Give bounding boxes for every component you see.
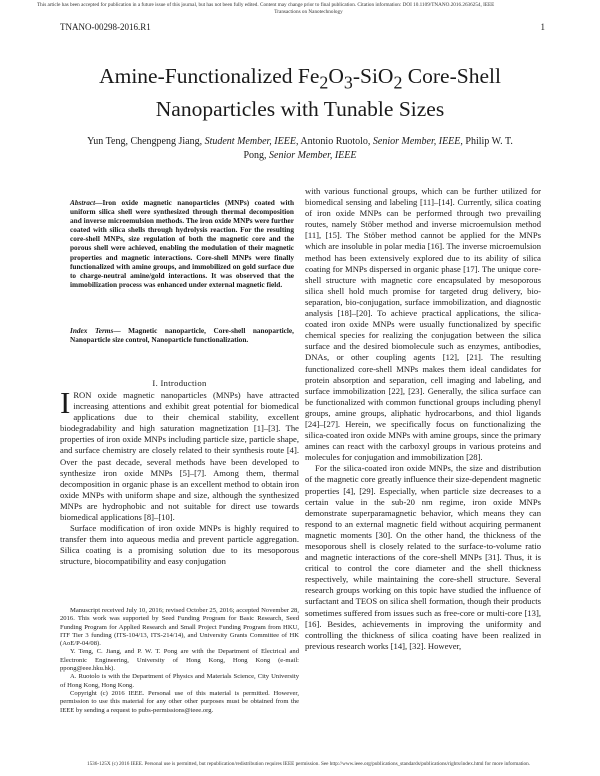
right-paragraph-2: For the silica-coated iron oxide MNPs, the size and distribution of the magnetic core greatly influence their size-dependent magnetic properties [4], [29]. Especially, when particle size decreases to a certain value in the sub-20 nm regime, iron oxide MNPs demonstrate superparamagnetic behavior, which means they can respond to an external magnetic field without acquiring permanent magnetic moments [30]. On the other hand, the thickness of the mesoporous shell is closely related to the surface-to-volume ratio and magnetic interactions of the core-shell MNPs [31]. Thus, it is critical to control the core diameter and the shell thickness respectively, while maintaining the core-shell structure. Several research groups working on this topic have studied the influence of surfactant and TEOS on silica shell formation, though their products sometimes suffered from issues such as free-core or multi-core [13], [16]. Besides, achievements in improving the uniformity and controlling the thickness of silica coating have been realized in previous research works [14], [32]. However,	[305, 463, 541, 651]
banner-line-1: This article has been accepted for publication in a future issue of this journal, but has not been fully edited. Content may change prior to final publication. Citation information: DOI 10.1109/TNANO.2016.2636254, IEEE	[37, 2, 495, 8]
title-line-1	[60, 63, 540, 96]
author-membership: Student Member, IEEE	[204, 136, 296, 147]
index-terms-text: — Magnetic nanoparticle, Core-shell nanoparticle, Nanoparticle size control, Nanoparticle functionalization.	[70, 326, 294, 345]
index-terms	[70, 326, 294, 344]
title-part: O	[328, 64, 344, 88]
title-subscript: 2	[319, 72, 329, 93]
footnote-affiliation-2: A. Ruotolo is with the Department of Physics and Materials Science, City University of Hong Kong, Hong Kong.	[60, 673, 299, 689]
right-paragraph-1: with various functional groups, which can be further utilized for biomedical sensing and labeling [11]–[14]. Currently, silica coating of iron oxide MNPs can be performed through two prevailing routes, namely Stöber method and inverse microemulsion method [11], [15]. The Stöber method cannot be applied for the MNPs which are insoluble in polar media [16]. The inverse microemulsion method has been extensively explored due to its ability of silica coating for MNPs dispersed in organic phase [17]. The unique core-shell structure with magnetic core encapsulated by mesoporous silica shell hold much promise for targeted drug delivery, bio-separation, bio-conjugation, surface immobilization, and diagnostic analysis [18]–[20]. To achieve practical applications, the silica-coated iron oxide MNPs were usually functionalized by specific chemical species for realizing the conjugation between the silica surface and the desired biomolecule such as enzymes, antibodies, DNAs, or other coupling agents [12], [21]. The resulting functionalized core-shell MNPs makes them ideal candidates for protein absorption and separation, cell imaging and labeling, and surface immobilization [22], [23]. Generally, the silica surface can be functionalized with common functional groups including phenyl groups, amine groups, aliphatic hydrocarbons, and thiol ligands [24]–[27]. Herein, we specifically focus on functionalizing the silica-coated iron oxide MNPs with amine groups, since the primary amines can react with the carboxyl groups in various proteins and molecules for conjugation and immobilization [28].	[305, 186, 541, 463]
index-terms-label: Index Terms	[70, 326, 114, 335]
author-membership: Senior Member, IEEE	[269, 150, 357, 161]
section-title: Introduction	[160, 378, 207, 388]
right-column	[305, 186, 541, 652]
footnote-affiliation-1: Y. Teng, C. Jiang, and P. W. T. Pong are with the Department of Electrical and Electronic Engineering, University of Hong Kong, Hong Kong (e-mail: ppong@eee.hku.hk).	[60, 648, 299, 673]
footnote-received: Manuscript received July 10, 2016; revised October 25, 2016; accepted November 28, 2016. This work was supported by Seed Funding Program for Basic Research, Seed Funding Program for Applied Research and Small Project Funding Program from HKU, ITF Tier 3 funding (ITS-104/13, ITS-214/14), and University Grants Committee of HK (AoE/P-04/08).	[60, 607, 299, 648]
intro-paragraph-1	[60, 385, 299, 523]
paper-title	[60, 63, 540, 123]
section-heading	[60, 378, 299, 388]
manuscript-id: TNANO-00298-2016.R1	[60, 22, 151, 32]
title-part: -SiO	[352, 64, 394, 88]
intro-paragraph-2: Surface modification of iron oxide MNPs is highly required to transfer them into aqueous media and prevent particle aggregation. Silica coating is a promising solution due to its mesoporous structure, biocompatibility and easy conjugation	[60, 523, 299, 567]
title-subscript: 2	[393, 72, 403, 93]
section-number: I.	[152, 378, 159, 388]
abstract-text: —Iron oxide magnetic nanoparticles (MNPs) coated with uniform silica shell were synthesized through thermal decomposition and inverse microemulsion methods. The iron oxide MNPs were further coated with silica shells through hydrolysis reaction. For the resulting core-shell MNPs, size regulation of both the magnetic core and the porous shell were achieved, enabling the modulation of their magnetic properties and magnetic interactions. Core-shell MNPs were finally functionalized with amine groups, and immobilized on gold surface due to charge-neutral amine/gold interactions. It was observed that the immobilization process was enhanced under external magnetic field.	[70, 198, 294, 289]
copyright-footer: 1536-125X (c) 2016 IEEE. Personal use is permitted, but republication/redistribution requires IEEE permission. See http://www.ieee.org/publications_standards/publications/rights/index.html for more information.	[86, 761, 530, 767]
author-list	[80, 135, 520, 163]
author-name: , Antonio Ruotolo,	[295, 136, 373, 147]
running-header	[60, 22, 545, 32]
title-line-2: Nanoparticles with Tunable Sizes	[155, 97, 445, 122]
banner-line-2: Transactions on Nanotechnology	[274, 8, 343, 15]
author-membership: Senior Member, IEEE	[372, 136, 461, 147]
footnotes	[60, 607, 299, 715]
title-part: Amine-Functionalized Fe	[99, 64, 320, 88]
journal-banner	[37, 2, 580, 15]
page-number: 1	[540, 22, 545, 32]
title-part: Core-Shell	[402, 64, 501, 88]
intro-text: RON oxide magnetic nanoparticles (MNPs) have attracted increasing attentions and exhibit great potential for biomedical applications due to their chemical stability, excellent biodegradability and high saturation magnetization [1]–[3]. The properties of iron oxide MNPs including particle size, particle shape, and surface chemistry are closely related to their synthesis route [4]. Over the past decade, several methods have been developed to synthesize iron oxide MNPs [5]–[7]. Among them, thermal decomposition in organic phase is an excellent method to obtain iron oxide MNPs with uniform shape and size, although the synthesized MNPs are hydrophobic and not suitable for direct use towards biomedical applications [8]–[10].	[60, 390, 299, 523]
abstract	[70, 198, 294, 289]
abstract-label: Abstract	[70, 198, 96, 207]
introduction-column	[60, 385, 299, 568]
title-subscript: 3	[343, 72, 353, 93]
author-name: , Philip W. T. Pong,	[243, 136, 513, 161]
author-name: Yun Teng, Chengpeng Jiang,	[87, 136, 205, 147]
drop-cap: I	[60, 385, 71, 420]
footnote-copyright: Copyright (c) 2016 IEEE. Personal use of this material is permitted. However, permission to use this material for any other other purposes must be obtained from the IEEE by sending a request to pubs-permissions@ieee.org.	[60, 689, 299, 714]
